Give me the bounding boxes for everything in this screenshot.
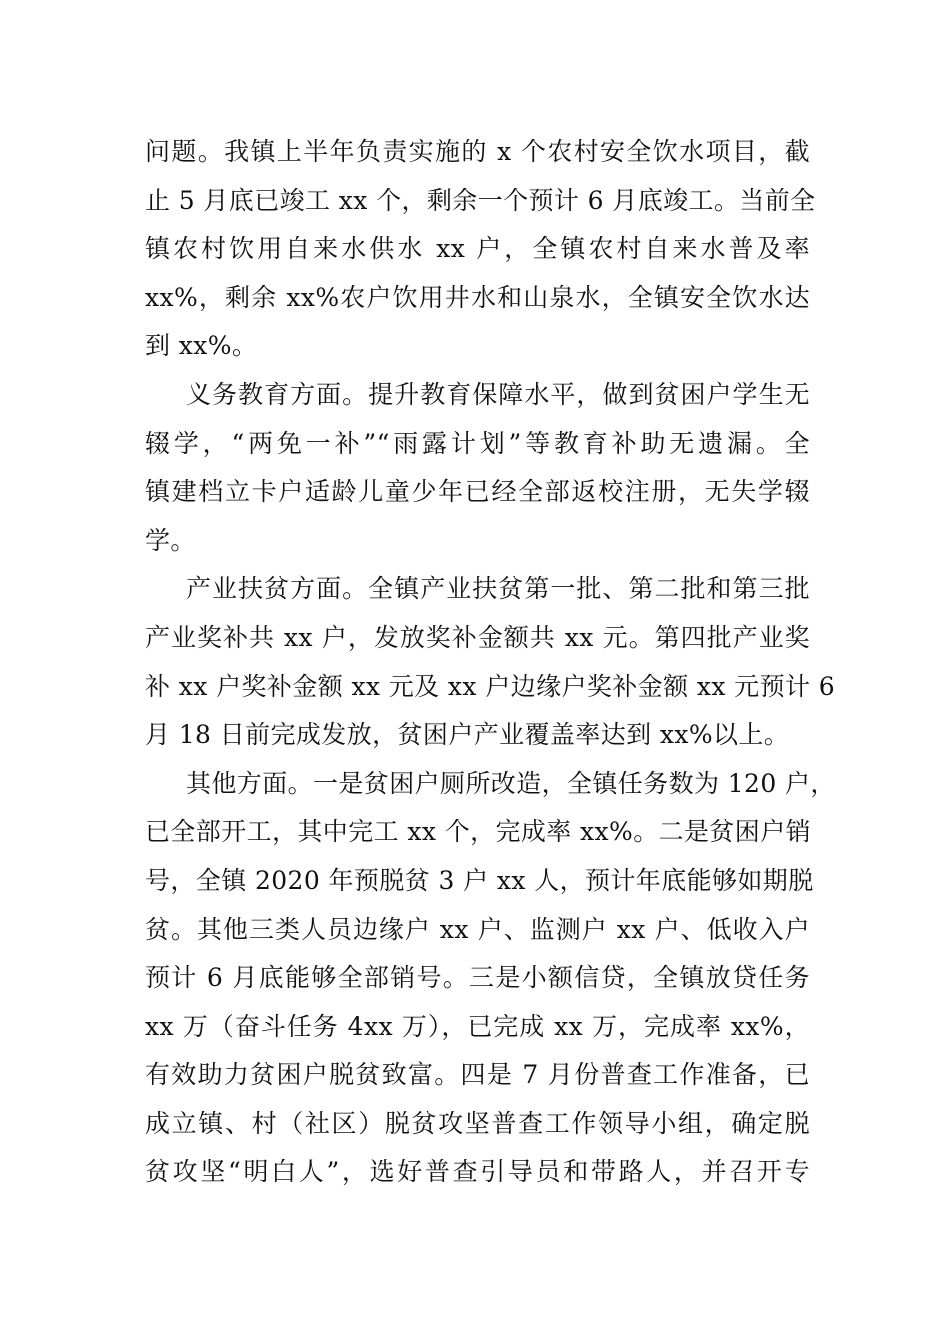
- text-line: 号，全镇 2020 年预脱贫 3 户 xx 人，预计年底能够如期脱: [145, 865, 814, 895]
- text-line: 补 xx 户奖补金额 xx 元及 xx 户边缘户奖补金额 xx 元预计 6: [145, 671, 836, 701]
- text-line: 镇建档立卡户适龄儿童少年已经全部返校注册，无失学辍: [145, 477, 810, 507]
- text-line: 成立镇、村（社区）脱贫攻坚普查工作领导小组，确定脱: [145, 1108, 810, 1138]
- text-line: 贫攻坚“明白人”，选好普查引导员和带路人，并召开专: [145, 1157, 810, 1187]
- text-line: 辍学，“两免一补”“雨露计划”等教育补助无遗漏。全: [145, 428, 810, 458]
- text-line: 有效助力贫困户脱贫致富。四是 7 月份普查工作准备，已: [145, 1060, 810, 1090]
- text-line: 学。: [145, 525, 196, 555]
- text-line: 镇农村饮用自来水供水 xx 户，全镇农村自来水普及率: [145, 234, 810, 264]
- paragraph-first-line: 产业扶贫方面。全镇产业扶贫第一批、第二批和第三批: [186, 574, 810, 604]
- paragraph-first-line: 其他方面。一是贫困户厕所改造，全镇任务数为 120 户，: [186, 768, 836, 798]
- text-line: 到 xx%。: [145, 331, 258, 361]
- text-line: 预计 6 月底能够全部销号。三是小额信贷，全镇放贷任务: [145, 963, 810, 993]
- text-line: 月 18 日前完成发放，贫困户产业覆盖率达到 xx%以上。: [145, 720, 790, 750]
- text-line: xx%，剩余 xx%农户饮用井水和山泉水，全镇安全饮水达: [145, 282, 810, 312]
- document-body: [145, 128, 836, 1197]
- text-line: 问题。我镇上半年负责实施的 x 个农村安全饮水项目，截: [145, 137, 810, 166]
- text-line: 止 5 月底已竣工 xx 个，剩余一个预计 6 月底竣工。当前全: [145, 185, 816, 215]
- text-line: 产业奖补共 xx 户，发放奖补金额共 xx 元。第四批产业奖: [145, 622, 810, 652]
- text-line: xx 万（奋斗任务 4xx 万），已完成 xx 万，完成率 xx%，: [145, 1011, 810, 1041]
- paragraph-first-line: 义务教育方面。提升教育保障水平，做到贫困户学生无: [186, 379, 810, 409]
- text-line: 贫。其他三类人员边缘户 xx 户、监测户 xx 户、低收入户: [145, 914, 810, 944]
- text-line: 已全部开工，其中完工 xx 个，完成率 xx%。二是贫困户销: [145, 817, 811, 847]
